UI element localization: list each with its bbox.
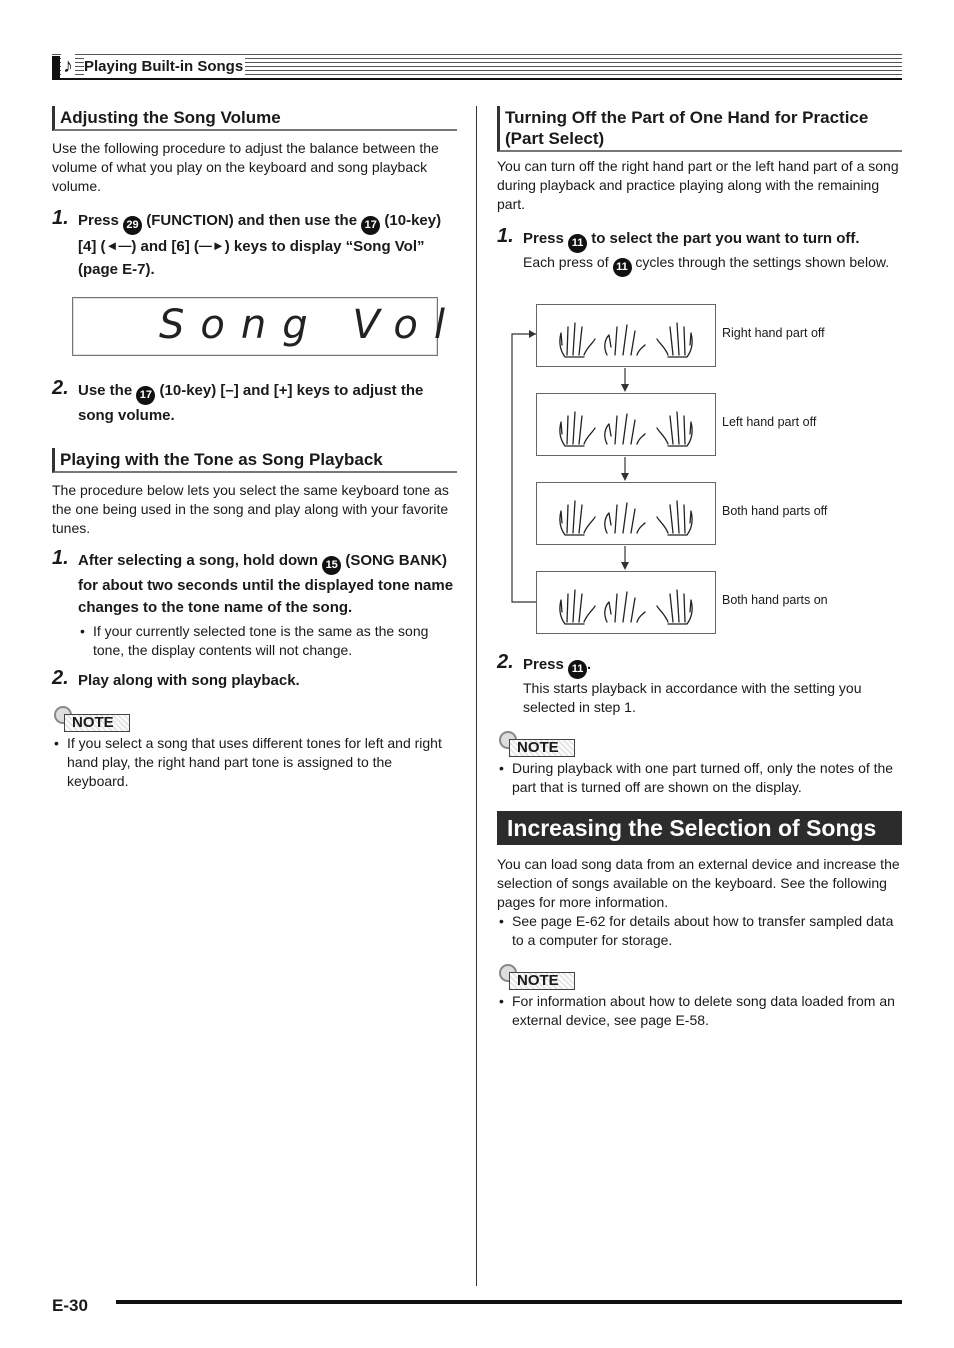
step-1 (52, 546, 457, 620)
bullet-item: • See page E-62 for details about how to transfer sampled data to a computer for storage. (497, 912, 902, 950)
step-1 (52, 207, 457, 281)
button-17-icon: 17 (136, 386, 155, 405)
note-badge (497, 731, 577, 757)
note-text: • During playback with one part turned off, only the notes of the part that is turned off are shown on the display. (497, 759, 902, 797)
paragraph: You can load song data from an external device and increase the selection of songs available on the keyboard. See the following pages for more information. (497, 856, 900, 910)
step-text: Play along with song playback. (78, 671, 300, 689)
step-2 (52, 377, 457, 428)
column-divider (476, 106, 477, 1286)
step-2 (497, 651, 902, 679)
note-text: • If you select a song that uses different tones for left and right hand play, the right hand part tone is assigned to the keyboard. (52, 734, 457, 791)
lcd-display (72, 297, 461, 356)
state-label: Both hand parts off (722, 504, 828, 518)
step-detail: This starts playback in accordance with the setting you selected in step 1. (523, 680, 862, 715)
music-note-icon: ♪ (63, 55, 73, 77)
step-detail (497, 253, 902, 277)
button-17-icon: 17 (361, 216, 380, 235)
lcd-text: Song Vol (159, 302, 461, 348)
footer-rule (116, 1300, 902, 1304)
left-arrow-icon: ◄— (105, 238, 132, 253)
section-heading: Turning Off the Part of One Hand for Practice (Part Select) (497, 106, 902, 152)
paragraph: Use the following procedure to adjust the balance between the volume of what you play on the keyboard and song playback volume. (52, 140, 439, 194)
step-number: 1. (52, 546, 69, 569)
note-label: NOTE (517, 739, 559, 756)
note-badge (497, 964, 577, 990)
button-29-icon: 29 (123, 216, 142, 235)
header-rule (52, 78, 902, 80)
hands-icon (537, 305, 715, 366)
step-number: 2. (497, 651, 514, 673)
step-text: After selecting a song, hold down (78, 551, 319, 569)
step-text: ) keys to display “Song Vol” (page E-7). (78, 238, 425, 278)
step-2 (52, 666, 457, 693)
hands-icon (537, 483, 715, 544)
step-text: (10-key) [–] and [+] keys to adjust the song volume. (78, 382, 424, 424)
section-heading: Playing with the Tone as Song Playback (52, 448, 457, 473)
button-15-icon: 15 (322, 556, 341, 575)
hand-state-box (536, 482, 716, 545)
note-label: NOTE (517, 972, 559, 989)
hand-state-box (536, 304, 716, 367)
step-text: to select the part you want to turn off. (591, 230, 860, 247)
step-number: 2. (52, 666, 69, 689)
hand-state-box (536, 393, 716, 456)
section-title: Playing Built-in Songs (84, 58, 244, 75)
left-column (52, 106, 461, 791)
paragraph: The procedure below lets you select the same keyboard tone as the one being used in the song and play along with your favorite tunes. (52, 481, 449, 536)
hand-state-box (536, 571, 716, 634)
step-text: ) and [6] ( (131, 238, 199, 255)
step-text: Press (78, 212, 119, 229)
header-rule (52, 54, 902, 55)
note-badge (52, 706, 132, 732)
step-bullets (52, 622, 457, 660)
page-number: E-30 (52, 1296, 88, 1315)
step-text: Use the (78, 382, 133, 399)
step-number: 1. (497, 225, 514, 247)
paragraph: You can turn off the right hand part or the left hand part of a song during playback and practice playing along with the remaining part. (497, 158, 899, 212)
note-label: NOTE (72, 714, 114, 731)
detail-text: Each press of (523, 254, 609, 270)
note-text: • For information about how to delete song data loaded from an external device, see page E-58. (497, 992, 902, 1030)
step-text: Press (523, 656, 564, 673)
button-11-icon: 11 (568, 660, 587, 679)
detail-text: cycles through the settings shown below. (635, 254, 890, 270)
running-header (52, 54, 902, 80)
part-select-diagram (510, 304, 902, 636)
bullet-item: • If your currently selected tone is the same as the song tone, the display contents will not change. (78, 622, 457, 660)
state-label: Both hand parts on (722, 593, 828, 607)
step-1 (497, 225, 902, 253)
state-label: Left hand part off (722, 415, 817, 429)
right-arrow-icon: —► (198, 238, 225, 253)
major-heading: Increasing the Selection of Songs (497, 811, 902, 845)
header-bar (52, 56, 60, 78)
step-text: (FUNCTION) and then use the (146, 212, 358, 229)
step-number: 2. (52, 377, 69, 399)
button-11-icon: 11 (613, 258, 632, 277)
step-text: . (587, 656, 592, 673)
step-text: Press (523, 230, 564, 247)
hands-icon (537, 394, 715, 455)
step-text: (10-key) [4] ( (78, 212, 442, 255)
step-text: (SONG BANK) for about two seconds until the displayed tone name changes to the tone name of the song. (78, 551, 454, 616)
right-column (497, 106, 902, 277)
right-column-lower (497, 651, 902, 1030)
step-number: 1. (52, 207, 69, 229)
hands-icon (537, 572, 715, 633)
section-heading: Adjusting the Song Volume (52, 106, 457, 131)
state-label: Right hand part off (722, 326, 825, 340)
button-11-icon: 11 (568, 234, 587, 253)
